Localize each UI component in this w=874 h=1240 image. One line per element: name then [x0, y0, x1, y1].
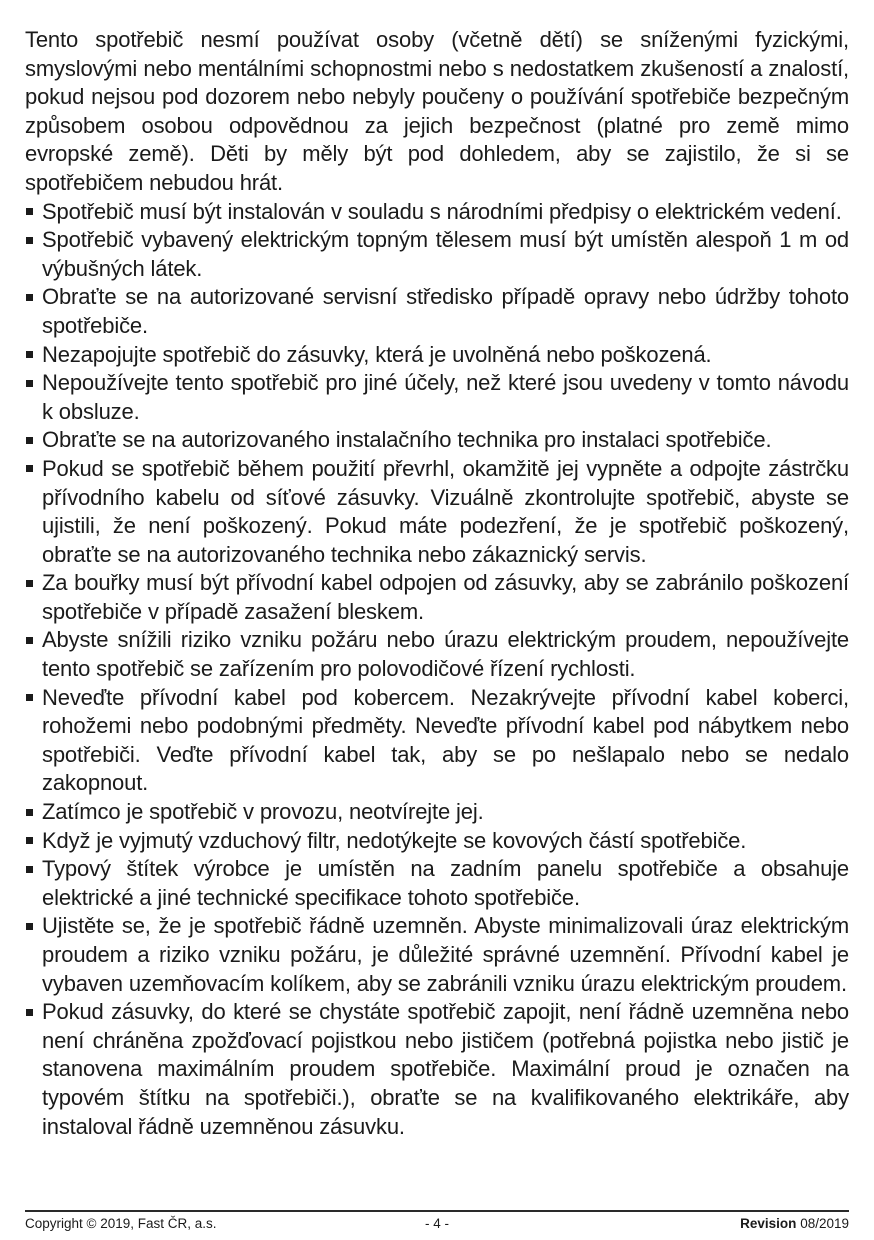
safety-instruction-text: Pokud zásuvky, do které se chystáte spotřebič zapojit, není řádně uzemněna nebo není chráněna zpožďovací pojistkou nebo jističem (potřebná pojistka nebo jistič je stanovena maximálním proudem spotřebiče. Maximální proud je označen na typovém štítku na spotřebiči.), obraťte se na kvalifikovaného elektrikáře, aby instaloval řádně uzemněnou zásuvku. — [42, 999, 849, 1139]
safety-instruction-item — [25, 998, 849, 1141]
safety-instruction-item — [25, 569, 849, 626]
square-bullet-icon — [26, 294, 33, 301]
square-bullet-icon — [26, 1009, 33, 1016]
safety-instruction-item — [25, 455, 849, 569]
safety-instruction-item — [25, 226, 849, 283]
safety-instruction-text: Ujistěte se, že je spotřebič řádně uzemněn. Abyste minimalizovali úraz elektrickým proudem a riziko vzniku požáru, je důležité správné uzemnění. Přívodní kabel je vybaven uzemňovacím kolíkem, aby se zabránili vzniku úrazu elektrickým proudem. — [42, 913, 849, 996]
safety-instruction-text: Zatímco je spotřebič v provozu, neotvírejte jej. — [42, 799, 484, 825]
safety-instruction-list — [25, 198, 849, 1142]
square-bullet-icon — [26, 380, 33, 387]
safety-instruction-item — [25, 684, 849, 798]
safety-instruction-item — [25, 855, 849, 912]
square-bullet-icon — [26, 694, 33, 701]
safety-instruction-item — [25, 283, 849, 340]
footer-page-number: - 4 - — [424, 1216, 450, 1231]
safety-instruction-text: Spotřebič vybavený elektrickým topným tělesem musí být umístěn alespoň 1 m od výbušných látek. — [42, 227, 849, 281]
safety-instruction-item — [25, 912, 849, 998]
footer-revision-label: Revision — [740, 1216, 797, 1231]
safety-instruction-text: Neveďte přívodní kabel pod kobercem. Nezakrývejte přívodní kabel koberci, rohožemi nebo podobnými předměty. Neveďte přívodní kabel pod nábytkem nebo spotřebiči. Veďte přívodní kabel tak, aby se po nešlapalo nebo se nedalo zakopnout. — [42, 684, 849, 796]
footer-revision — [740, 1215, 849, 1232]
safety-instruction-item — [25, 626, 849, 683]
square-bullet-icon — [26, 837, 33, 844]
safety-instruction-text: Nepoužívejte tento spotřebič pro jiné účely, než které jsou uvedeny v tomto návodu k obsluze. — [42, 370, 849, 424]
square-bullet-icon — [26, 923, 33, 930]
safety-instruction-item — [25, 827, 849, 856]
square-bullet-icon — [26, 351, 33, 358]
safety-instruction-text: Obraťte se na autorizované servisní středisko případě opravy nebo údržby tohoto spotřebiče. — [42, 284, 849, 338]
safety-instruction-text: Nezapojujte spotřebič do zásuvky, která je uvolněná nebo poškozená. — [42, 341, 712, 367]
safety-instruction-text: Typový štítek výrobce je umístěn na zadním panelu spotřebiče a obsahuje elektrické a jiné technické specifikace tohoto spotřebiče. — [42, 856, 849, 910]
safety-instruction-item — [25, 426, 849, 455]
safety-instruction-text: Když je vyjmutý vzduchový filtr, nedotýkejte se kovových částí spotřebiče. — [42, 827, 747, 853]
safety-instruction-item — [25, 369, 849, 426]
intro-paragraph: Tento spotřebič nesmí používat osoby (včetně dětí) se sníženými fyzickými, smyslovými nebo mentálními schopnostmi nebo s nedostatkem zkušeností a znalostí, pokud nejsou pod dozorem nebo nebyly poučeny o používání spotřebiče bezpečným způsobem osobou odpovědnou za jejich bezpečnost (platné pro země mimo evropské země). Děti by měly být pod dohledem, aby se zajistilo, že si se spotřebičem nebudou hrát. — [25, 27, 849, 195]
square-bullet-icon — [26, 465, 33, 472]
square-bullet-icon — [26, 866, 33, 873]
footer-copyright: Copyright © 2019, Fast ČR, a.s. — [25, 1216, 217, 1231]
safety-instruction-text: Spotřebič musí být instalován v souladu s národními předpisy o elektrickém vedení. — [42, 198, 842, 224]
square-bullet-icon — [26, 237, 33, 244]
square-bullet-icon — [26, 809, 33, 816]
page-content — [25, 26, 849, 1141]
safety-instruction-text: Obraťte se na autorizovaného instalačního technika pro instalaci spotřebiče. — [42, 427, 772, 453]
safety-instruction-item — [25, 198, 849, 227]
safety-instruction-text: Pokud se spotřebič během použití převrhl, okamžitě jej vypněte a odpojte zástrčku přívodního kabelu od síťové zásuvky. Vizuálně zkontrolujte spotřebič, abyste se ujistili, že není poškozený. Pokud máte podezření, že je spotřebič poškozený, obraťte se na autorizovaného technika nebo zákaznický servis. — [42, 455, 849, 567]
square-bullet-icon — [26, 637, 33, 644]
square-bullet-icon — [26, 437, 33, 444]
safety-instruction-item — [25, 341, 849, 370]
square-bullet-icon — [26, 208, 33, 215]
safety-instruction-item — [25, 798, 849, 827]
square-bullet-icon — [26, 580, 33, 587]
safety-instruction-text: Abyste snížili riziko vzniku požáru nebo úrazu elektrickým proudem, nepoužívejte tento spotřebič se zařízením pro polovodičové řízení rychlosti. — [42, 627, 849, 682]
safety-instruction-text: Za bouřky musí být přívodní kabel odpojen od zásuvky, aby se zabránilo poškození spotřebiče v případě zasažení bleskem. — [42, 570, 849, 624]
footer-revision-value: 08/2019 — [800, 1216, 849, 1231]
page-footer — [25, 1210, 849, 1232]
